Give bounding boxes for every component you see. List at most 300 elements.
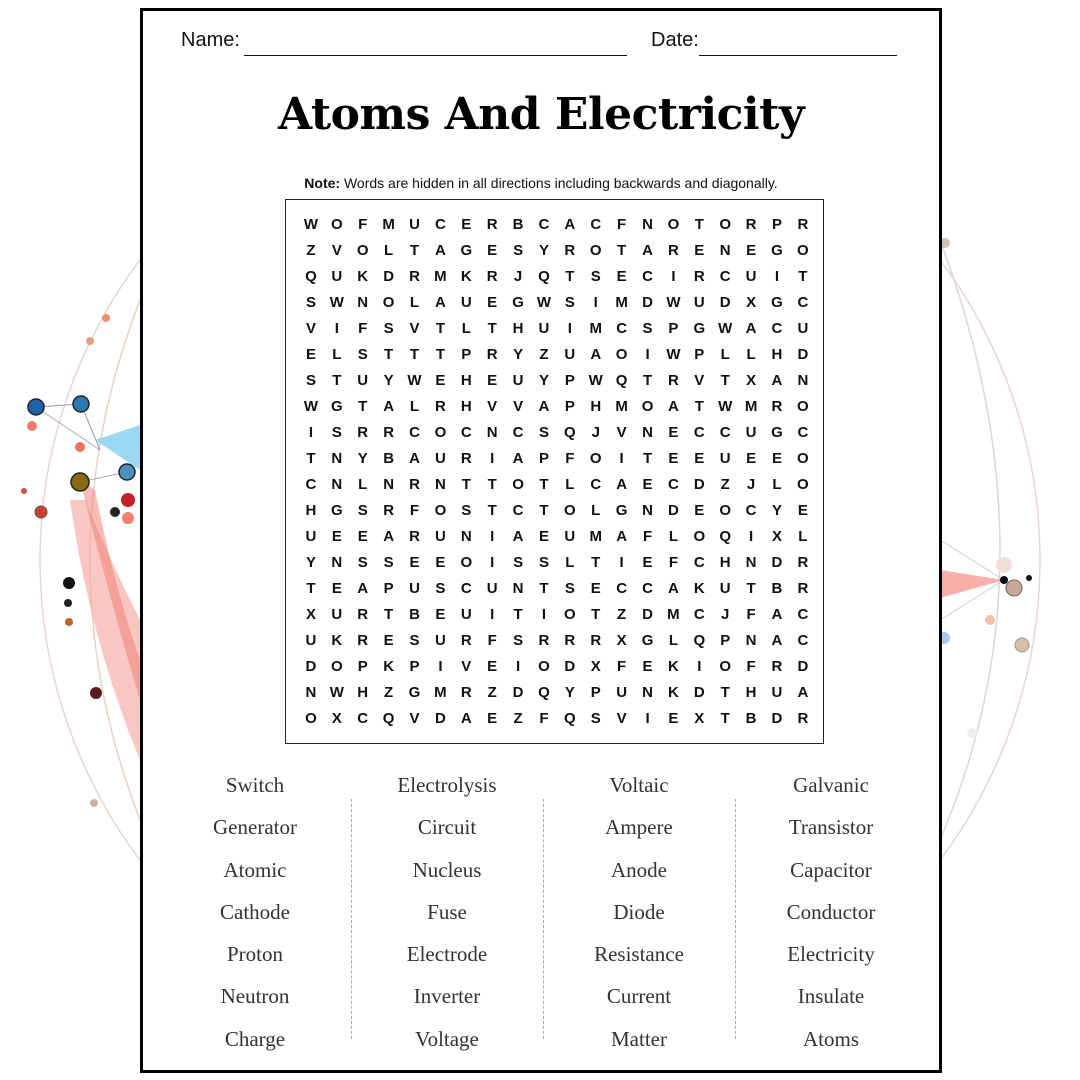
grid-letter[interactable]: I [334,320,339,337]
grid-letter[interactable]: Y [305,554,316,571]
grid-letter[interactable]: A [667,398,679,415]
grid-letter[interactable]: O [331,216,343,233]
grid-letter[interactable]: C [797,424,809,441]
grid-letter[interactable]: E [616,268,627,285]
grid-letter[interactable]: R [460,684,472,701]
grid-letter[interactable]: R [383,502,395,519]
grid-letter[interactable]: P [771,216,782,233]
grid-letter[interactable]: R [538,632,550,649]
grid-letter[interactable]: T [435,320,445,337]
grid-letter[interactable]: O [460,554,473,571]
grid-letter[interactable]: I [645,710,650,727]
grid-letter[interactable]: J [721,606,730,623]
grid-letter[interactable]: M [434,268,447,285]
grid-letter[interactable]: O [797,450,809,467]
grid-letter[interactable]: A [512,528,524,545]
grid-letter[interactable]: L [384,242,394,259]
grid-letter[interactable]: H [460,398,472,415]
grid-letter[interactable]: M [589,320,602,337]
grid-letter[interactable]: R [564,242,576,259]
grid-letter[interactable]: W [718,398,733,415]
grid-letter[interactable]: O [719,502,732,519]
grid-letter[interactable]: U [693,294,705,311]
grid-letter[interactable]: Q [382,710,395,727]
grid-letter[interactable]: L [358,476,368,493]
grid-letter[interactable]: T [358,398,368,415]
grid-letter[interactable]: E [487,710,498,727]
grid-letter[interactable]: U [564,346,576,363]
grid-letter[interactable]: U [719,580,731,597]
grid-letter[interactable]: W [303,398,319,415]
grid-letter[interactable]: M [615,398,628,415]
grid-letter[interactable]: N [642,424,653,441]
grid-letter[interactable]: C [434,216,446,233]
grid-letter[interactable]: S [642,320,653,337]
grid-letter[interactable]: U [409,580,420,597]
grid-letter[interactable]: I [490,606,495,623]
grid-letter[interactable]: I [541,606,547,623]
grid-letter[interactable]: J [513,268,523,285]
grid-letter[interactable]: A [434,294,446,311]
grid-letter[interactable]: L [798,528,808,545]
grid-letter[interactable]: C [590,216,602,233]
grid-letter[interactable]: M [615,294,628,311]
grid-letter[interactable]: M [589,528,602,545]
grid-letter[interactable]: F [642,528,653,545]
grid-letter[interactable]: S [564,294,575,311]
grid-letter[interactable]: I [515,658,521,675]
grid-letter[interactable]: C [797,294,809,311]
grid-letter[interactable]: S [590,710,601,727]
grid-letter[interactable]: R [486,216,498,233]
grid-letter[interactable]: Y [564,684,575,701]
grid-letter[interactable]: T [694,216,704,233]
grid-letter[interactable]: U [797,320,809,337]
grid-letter[interactable]: T [720,710,730,727]
grid-letter[interactable]: O [382,294,395,311]
grid-letter[interactable]: V [409,320,420,337]
grid-letter[interactable]: L [746,346,756,363]
grid-letter[interactable]: X [331,710,342,727]
grid-letter[interactable]: N [486,424,498,441]
grid-letter[interactable]: G [408,684,421,701]
grid-letter[interactable]: W [407,372,422,389]
grid-letter[interactable]: E [435,554,446,571]
grid-letter[interactable]: C [305,476,317,493]
grid-letter[interactable]: T [565,268,575,285]
grid-letter[interactable]: A [771,372,783,389]
grid-letter[interactable]: K [357,268,369,285]
grid-letter[interactable]: T [513,606,523,623]
grid-letter[interactable]: O [564,606,576,623]
grid-letter[interactable]: R [797,554,809,571]
grid-letter[interactable]: A [667,580,679,597]
grid-letter[interactable]: O [719,658,732,675]
grid-letter[interactable]: E [331,580,342,597]
grid-letter[interactable]: S [357,346,368,363]
grid-letter[interactable]: E [409,554,420,571]
grid-letter[interactable]: E [357,528,368,545]
grid-letter[interactable]: K [460,268,472,285]
grid-letter[interactable]: T [384,606,394,623]
grid-letter[interactable]: G [615,502,628,519]
grid-letter[interactable]: T [642,450,653,467]
grid-letter[interactable]: Y [771,502,782,519]
grid-letter[interactable]: N [331,450,343,467]
grid-letter[interactable]: L [668,632,678,649]
grid-letter[interactable]: E [590,580,601,597]
grid-letter[interactable]: X [694,710,705,727]
grid-letter[interactable]: L [332,346,342,363]
grid-letter[interactable]: P [357,658,368,675]
grid-letter[interactable]: B [771,580,783,597]
grid-letter[interactable]: T [746,580,756,597]
grid-letter[interactable]: H [745,684,757,701]
grid-letter[interactable]: U [409,216,420,233]
grid-letter[interactable]: C [512,424,524,441]
grid-letter[interactable]: L [720,346,730,363]
grid-letter[interactable]: R [590,632,602,649]
grid-letter[interactable]: M [434,684,447,701]
grid-letter[interactable]: P [538,450,549,467]
grid-letter[interactable]: C [693,424,705,441]
grid-letter[interactable]: C [590,476,602,493]
grid-letter[interactable]: B [383,450,395,467]
grid-letter[interactable]: A [616,528,628,545]
grid-letter[interactable]: U [460,606,472,623]
grid-letter[interactable]: T [306,450,316,467]
grid-letter[interactable]: D [693,684,705,701]
grid-letter[interactable]: E [305,346,316,363]
grid-letter[interactable]: Q [305,268,317,285]
grid-letter[interactable]: Q [719,528,732,545]
grid-letter[interactable]: A [564,216,576,233]
grid-letter[interactable]: W [329,684,344,701]
grid-letter[interactable]: R [771,658,783,675]
grid-letter[interactable]: F [409,502,420,519]
grid-letter[interactable]: N [460,528,472,545]
grid-letter[interactable]: S [538,424,549,441]
grid-letter[interactable]: O [434,502,447,519]
grid-letter[interactable]: V [305,320,316,337]
grid-letter[interactable]: Q [538,268,550,285]
grid-letter[interactable]: D [693,476,705,493]
grid-letter[interactable]: P [564,372,575,389]
grid-letter[interactable]: R [667,372,679,389]
grid-letter[interactable]: R [434,398,446,415]
grid-letter[interactable]: R [357,606,369,623]
grid-letter[interactable]: D [512,684,524,701]
grid-letter[interactable]: R [409,476,420,493]
grid-letter[interactable]: D [305,658,317,675]
grid-letter[interactable]: N [305,684,317,701]
grid-letter[interactable]: Z [306,242,316,259]
grid-letter[interactable]: O [331,658,343,675]
grid-letter[interactable]: T [539,580,549,597]
grid-letter[interactable]: D [434,710,446,727]
grid-letter[interactable]: G [460,242,473,259]
grid-letter[interactable]: L [591,502,601,519]
grid-letter[interactable]: E [771,450,782,467]
grid-letter[interactable]: A [771,632,783,649]
grid-letter[interactable]: I [490,528,495,545]
grid-letter[interactable]: N [642,216,653,233]
grid-letter[interactable]: A [434,242,446,259]
grid-letter[interactable]: I [774,268,780,285]
grid-letter[interactable]: X [305,606,316,623]
grid-letter[interactable]: O [434,424,447,441]
grid-letter[interactable]: M [382,216,395,233]
grid-letter[interactable]: O [797,242,809,259]
grid-letter[interactable]: F [358,320,368,337]
grid-letter[interactable]: P [564,398,575,415]
grid-letter[interactable]: U [745,424,757,441]
grid-letter[interactable]: U [305,632,317,649]
grid-letter[interactable]: R [797,216,809,233]
grid-letter[interactable]: N [797,372,809,389]
grid-letter[interactable]: E [668,450,679,467]
grid-letter[interactable]: R [693,268,705,285]
grid-letter[interactable]: C [797,606,809,623]
grid-letter[interactable]: Z [487,684,497,701]
grid-letter[interactable]: R [409,268,420,285]
grid-letter[interactable]: U [460,294,472,311]
grid-letter[interactable]: T [487,476,497,493]
grid-letter[interactable]: A [409,450,420,467]
grid-letter[interactable]: T [642,372,653,389]
grid-letter[interactable]: T [409,346,420,363]
grid-letter[interactable]: C [667,476,679,493]
grid-letter[interactable]: K [693,580,705,597]
grid-letter[interactable]: A [745,320,757,337]
grid-letter[interactable]: I [490,450,495,467]
grid-letter[interactable]: G [693,320,706,337]
grid-letter[interactable]: U [434,632,446,649]
grid-letter[interactable]: U [745,268,757,285]
grid-letter[interactable]: I [619,554,624,571]
grid-letter[interactable]: E [694,242,705,259]
grid-letter[interactable]: O [797,476,809,493]
grid-letter[interactable]: C [693,606,705,623]
grid-letter[interactable]: E [642,554,653,571]
grid-letter[interactable]: Y [357,450,368,467]
grid-letter[interactable]: O [667,216,680,233]
grid-letter[interactable]: D [667,502,679,519]
grid-letter[interactable]: E [797,502,808,519]
grid-letter[interactable]: L [565,554,575,571]
date-field-line[interactable] [699,55,897,56]
grid-letter[interactable]: L [409,398,420,415]
grid-letter[interactable]: U [512,372,524,389]
grid-letter[interactable]: K [331,632,343,649]
grid-letter[interactable]: Z [539,346,549,363]
grid-letter[interactable]: E [331,528,342,545]
grid-letter[interactable]: T [720,372,730,389]
grid-letter[interactable]: R [409,528,420,545]
grid-letter[interactable]: L [409,294,420,311]
grid-letter[interactable]: Q [564,710,576,727]
grid-letter[interactable]: X [746,372,757,389]
grid-letter[interactable]: E [461,216,472,233]
grid-letter[interactable]: U [357,372,369,389]
grid-letter[interactable]: M [744,398,758,415]
grid-letter[interactable]: C [797,632,809,649]
grid-letter[interactable]: E [746,450,757,467]
grid-letter[interactable]: N [434,476,446,493]
grid-letter[interactable]: C [460,424,472,441]
grid-letter[interactable]: V [461,658,472,675]
grid-letter[interactable]: C [693,554,705,571]
grid-letter[interactable]: W [536,294,552,311]
grid-letter[interactable]: T [591,606,601,623]
grid-letter[interactable]: H [590,398,602,415]
grid-letter[interactable]: U [564,528,576,545]
grid-letter[interactable]: S [513,242,524,259]
grid-letter[interactable]: C [719,424,731,441]
grid-letter[interactable]: T [461,476,471,493]
grid-letter[interactable]: U [538,320,550,337]
grid-letter[interactable]: T [332,372,342,389]
grid-letter[interactable]: G [512,294,524,311]
grid-letter[interactable]: O [641,398,654,415]
grid-letter[interactable]: R [357,424,369,441]
grid-letter[interactable]: O [589,450,602,467]
grid-letter[interactable]: G [331,502,343,519]
grid-letter[interactable]: S [513,554,524,571]
grid-letter[interactable]: V [487,398,498,415]
grid-letter[interactable]: O [305,710,317,727]
grid-letter[interactable]: N [642,502,653,519]
grid-letter[interactable]: E [487,242,498,259]
grid-letter[interactable]: G [331,398,343,415]
grid-letter[interactable]: R [460,450,472,467]
grid-letter[interactable]: V [513,398,524,415]
grid-letter[interactable]: D [383,268,395,285]
grid-letter[interactable]: E [383,632,394,649]
grid-letter[interactable]: Q [693,632,706,649]
grid-letter[interactable]: O [719,216,732,233]
grid-letter[interactable]: A [616,476,628,493]
grid-letter[interactable]: O [797,398,809,415]
grid-letter[interactable]: S [383,554,394,571]
grid-letter[interactable]: R [797,580,809,597]
grid-letter[interactable]: Z [617,606,627,623]
grid-letter[interactable]: Q [564,424,576,441]
grid-letter[interactable]: H [771,346,783,363]
grid-letter[interactable]: S [357,502,368,519]
grid-letter[interactable]: N [331,476,343,493]
grid-letter[interactable]: D [771,554,783,571]
grid-letter[interactable]: E [487,658,498,675]
grid-letter[interactable]: S [305,294,316,311]
grid-letter[interactable]: S [435,580,446,597]
grid-letter[interactable]: Z [513,710,523,727]
grid-letter[interactable]: C [771,320,783,337]
grid-letter[interactable]: T [798,268,808,285]
grid-letter[interactable]: I [490,554,495,571]
grid-letter[interactable]: C [616,320,628,337]
grid-letter[interactable]: O [615,346,628,363]
grid-letter[interactable]: Y [538,242,549,259]
grid-letter[interactable]: N [383,476,395,493]
grid-letter[interactable]: N [357,294,369,311]
grid-letter[interactable]: E [538,528,549,545]
grid-letter[interactable]: P [590,684,601,701]
grid-letter[interactable]: I [593,294,598,311]
grid-letter[interactable]: N [331,554,343,571]
grid-letter[interactable]: H [512,320,524,337]
grid-letter[interactable]: T [409,242,420,259]
grid-letter[interactable]: R [460,632,472,649]
grid-letter[interactable]: L [668,528,678,545]
grid-letter[interactable]: F [617,658,627,675]
grid-letter[interactable]: G [641,632,654,649]
grid-letter[interactable]: Q [538,684,550,701]
grid-letter[interactable]: D [797,658,809,675]
grid-letter[interactable]: W [588,372,603,389]
grid-letter[interactable]: E [435,372,446,389]
grid-letter[interactable]: A [357,580,369,597]
grid-letter[interactable]: I [749,528,754,545]
grid-letter[interactable]: Z [720,476,730,493]
grid-letter[interactable]: W [666,346,681,363]
grid-letter[interactable]: E [694,502,705,519]
grid-letter[interactable]: N [642,684,653,701]
grid-letter[interactable]: F [668,554,678,571]
grid-letter[interactable]: F [539,710,549,727]
grid-letter[interactable]: H [719,554,731,571]
grid-letter[interactable]: P [720,632,731,649]
grid-letter[interactable]: L [772,476,782,493]
grid-letter[interactable]: B [745,710,757,727]
grid-letter[interactable]: V [331,242,342,259]
grid-letter[interactable]: W [666,294,681,311]
grid-letter[interactable]: N [745,632,757,649]
grid-letter[interactable]: D [642,606,653,623]
grid-letter[interactable]: Z [384,684,394,701]
grid-letter[interactable]: B [409,606,420,623]
grid-letter[interactable]: T [306,580,316,597]
grid-letter[interactable]: P [694,346,705,363]
grid-letter[interactable]: X [590,658,601,675]
grid-letter[interactable]: T [539,502,549,519]
grid-letter[interactable]: S [305,372,316,389]
grid-letter[interactable]: N [719,242,731,259]
grid-letter[interactable]: C [357,710,369,727]
grid-letter[interactable]: A [797,684,809,701]
grid-letter[interactable]: G [771,242,783,259]
name-field-line[interactable] [244,55,627,56]
grid-letter[interactable]: I [619,450,624,467]
grid-letter[interactable]: J [746,476,756,493]
grid-letter[interactable]: B [512,216,524,233]
grid-letter[interactable]: D [564,658,576,675]
grid-letter[interactable]: O [512,476,524,493]
grid-letter[interactable]: E [694,450,705,467]
grid-letter[interactable]: U [331,268,343,285]
grid-letter[interactable]: O [693,528,706,545]
grid-letter[interactable]: H [357,684,369,701]
grid-letter[interactable]: X [616,632,627,649]
grid-letter[interactable]: T [487,502,497,519]
grid-letter[interactable]: W [303,216,319,233]
grid-letter[interactable]: R [383,424,395,441]
grid-letter[interactable]: C [538,216,550,233]
grid-letter[interactable]: I [308,424,314,441]
grid-letter[interactable]: D [797,346,809,363]
grid-letter[interactable]: C [719,268,731,285]
grid-letter[interactable]: A [538,398,550,415]
